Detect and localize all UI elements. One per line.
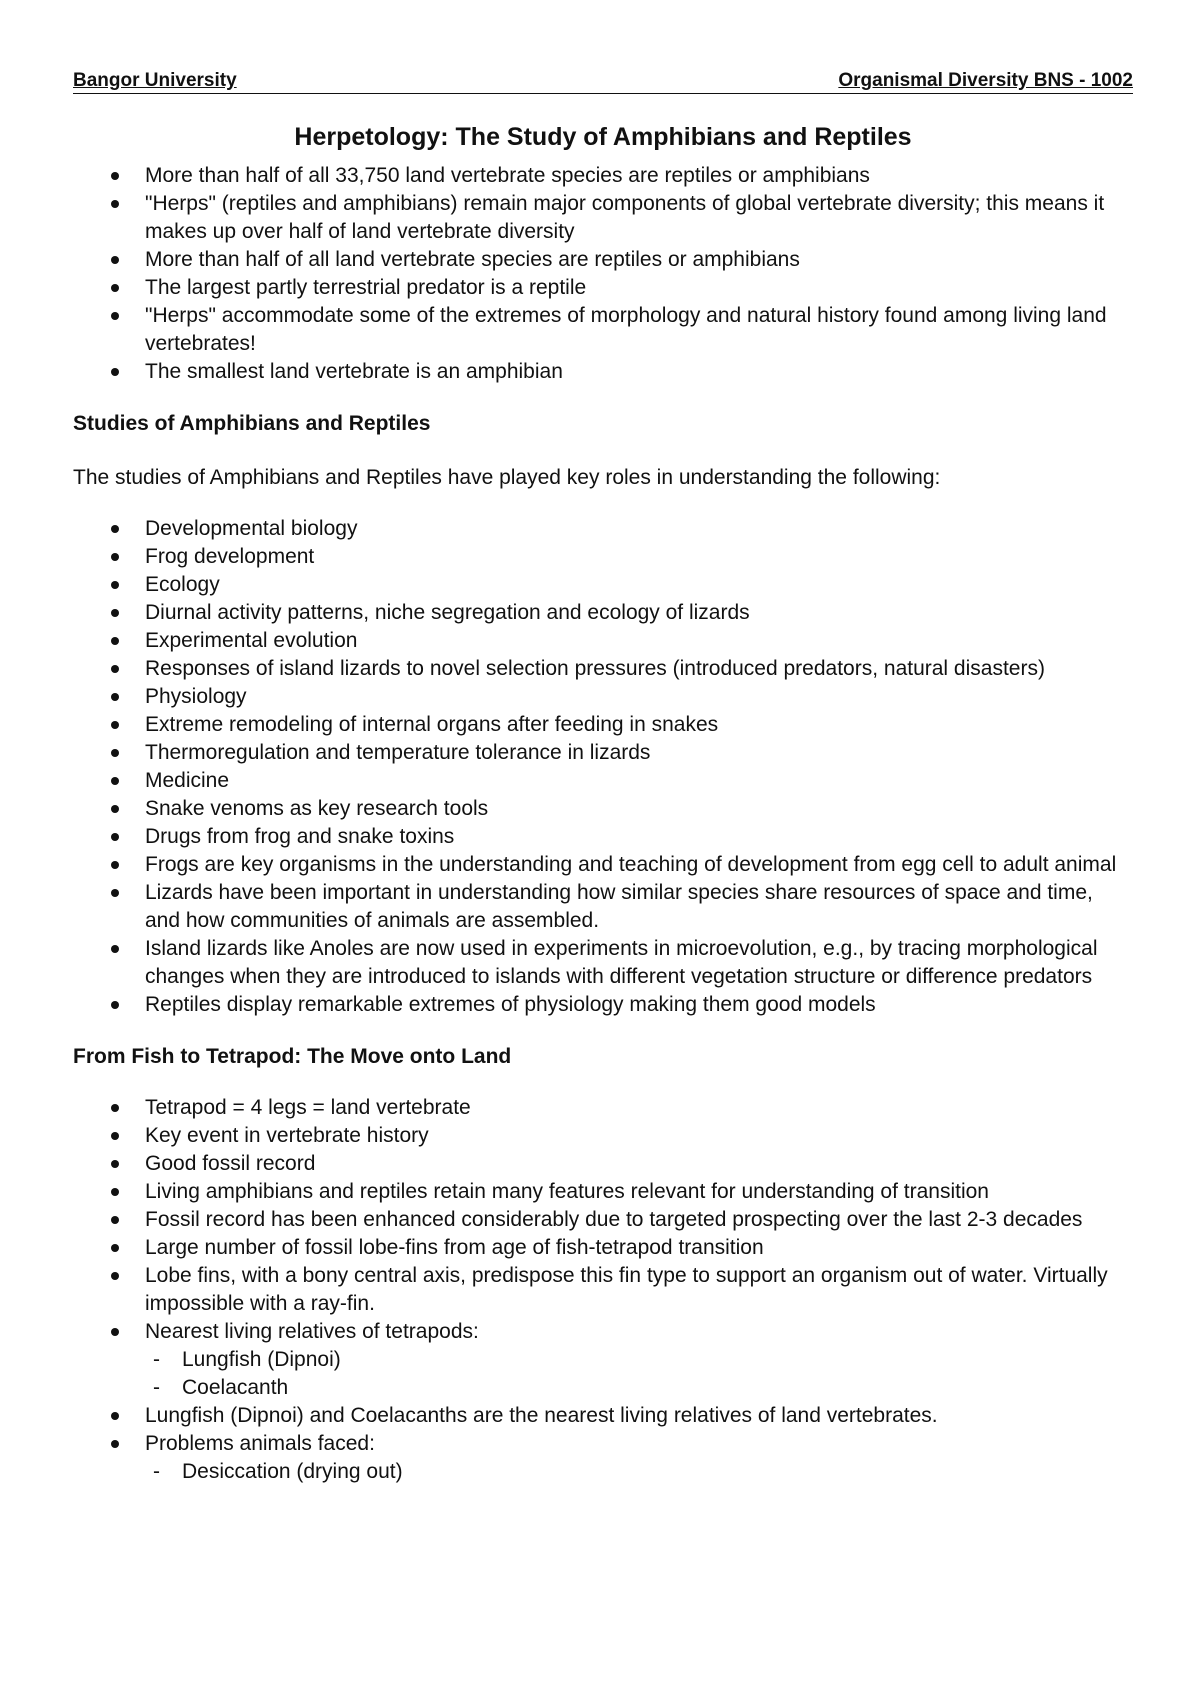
list-item: Diurnal activity patterns, niche segregation and ecology of lizards <box>73 599 1133 627</box>
list-item: Fossil record has been enhanced considerably due to targeted prospecting over the last 2-3 decades <box>73 1206 1133 1234</box>
header-course: Organismal Diversity BNS - 1002 <box>838 70 1133 91</box>
studies-bullet-list <box>73 515 1133 1019</box>
bullet-icon <box>111 1001 119 1009</box>
bullet-icon <box>111 1160 119 1168</box>
list-item: Key event in vertebrate history <box>73 1122 1133 1150</box>
list-item: Lungfish (Dipnoi) and Coelacanths are the nearest living relatives of land vertebrates. <box>73 1402 1133 1430</box>
bullet-icon <box>111 665 119 673</box>
list-item: Drugs from frog and snake toxins <box>73 823 1133 851</box>
section-heading-fish-to-tetrapod: From Fish to Tetrapod: The Move onto Land <box>73 1045 512 1068</box>
dash-marker: - <box>153 1376 160 1399</box>
list-item: Nearest living relatives of tetrapods: <box>73 1318 1133 1346</box>
list-item: Large number of fossil lobe-fins from age of fish-tetrapod transition <box>73 1234 1133 1262</box>
list-item: Lizards have been important in understanding how similar species share resources of space and time, and how communities of animals are assembled. <box>73 879 1133 935</box>
bullet-icon <box>111 1104 119 1112</box>
bullet-icon <box>111 1412 119 1420</box>
list-item: Extreme remodeling of internal organs after feeding in snakes <box>73 711 1133 739</box>
list-item: Developmental biology <box>73 515 1133 543</box>
list-item: More than half of all 33,750 land vertebrate species are reptiles or amphibians <box>73 162 1133 190</box>
dash-marker: - <box>153 1348 160 1371</box>
bullet-icon <box>111 805 119 813</box>
list-item: "Herps" (reptiles and amphibians) remain major components of global vertebrate diversity; this means it makes up over half of land vertebrate diversity <box>73 190 1133 246</box>
bullet-icon <box>111 312 119 320</box>
intro-bullet-list <box>73 162 1133 386</box>
list-item: The smallest land vertebrate is an amphibian <box>73 358 1133 386</box>
bullet-icon <box>111 1440 119 1448</box>
bullet-icon <box>111 581 119 589</box>
dash-marker: - <box>153 1460 160 1483</box>
document-title: Herpetology: The Study of Amphibians and Reptiles <box>294 123 912 151</box>
list-item: Thermoregulation and temperature tolerance in lizards <box>73 739 1133 767</box>
list-item: Frog development <box>73 543 1133 571</box>
sub-list-item: - Desiccation (drying out) <box>73 1458 1133 1486</box>
list-item: More than half of all land vertebrate species are reptiles or amphibians <box>73 246 1133 274</box>
list-item: Snake venoms as key research tools <box>73 795 1133 823</box>
bullet-icon <box>111 861 119 869</box>
bullet-icon <box>111 368 119 376</box>
list-item: Good fossil record <box>73 1150 1133 1178</box>
list-item: Living amphibians and reptiles retain many features relevant for understanding of transition <box>73 1178 1133 1206</box>
list-item: The largest partly terrestrial predator is a reptile <box>73 274 1133 302</box>
bullet-icon <box>111 172 119 180</box>
bullet-icon <box>111 1244 119 1252</box>
list-item: Responses of island lizards to novel selection pressures (introduced predators, natural disasters) <box>73 655 1133 683</box>
bullet-icon <box>111 1132 119 1140</box>
list-item: Tetrapod = 4 legs = land vertebrate <box>73 1094 1133 1122</box>
list-item: Island lizards like Anoles are now used in experiments in microevolution, e.g., by tracing morphological changes when they are introduced to islands with different vegetation structure or difference predators <box>73 935 1133 991</box>
section-heading-studies: Studies of Amphibians and Reptiles <box>73 412 431 435</box>
bullet-icon <box>111 609 119 617</box>
bullet-icon <box>111 200 119 208</box>
list-item: Physiology <box>73 683 1133 711</box>
document-page <box>73 70 1133 1486</box>
list-item: Problems animals faced: <box>73 1430 1133 1458</box>
bullet-icon <box>111 256 119 264</box>
bullet-icon <box>111 833 119 841</box>
bullet-icon <box>111 693 119 701</box>
bullet-icon <box>111 1328 119 1336</box>
bullet-icon <box>111 553 119 561</box>
bullet-icon <box>111 749 119 757</box>
bullet-icon <box>111 777 119 785</box>
bullet-icon <box>111 1188 119 1196</box>
bullet-icon <box>111 1216 119 1224</box>
list-item: Medicine <box>73 767 1133 795</box>
bullet-icon <box>111 1272 119 1280</box>
bullet-icon <box>111 889 119 897</box>
tetrapod-bullet-list <box>73 1094 1133 1486</box>
list-item: Lobe fins, with a bony central axis, predispose this fin type to support an organism out of water. Virtually impossible with a ray-fin. <box>73 1262 1133 1318</box>
bullet-icon <box>111 721 119 729</box>
list-item: Ecology <box>73 571 1133 599</box>
bullet-icon <box>111 284 119 292</box>
sub-list-item: - Lungfish (Dipnoi) <box>73 1346 1133 1374</box>
page-header <box>73 70 1133 94</box>
list-item: Experimental evolution <box>73 627 1133 655</box>
list-item: Frogs are key organisms in the understanding and teaching of development from egg cell to adult animal <box>73 851 1133 879</box>
header-institution: Bangor University <box>73 70 237 91</box>
bullet-icon <box>111 525 119 533</box>
list-item: Reptiles display remarkable extremes of physiology making them good models <box>73 991 1133 1019</box>
sub-list-item: - Coelacanth <box>73 1374 1133 1402</box>
bullet-icon <box>111 945 119 953</box>
section-paragraph: The studies of Amphibians and Reptiles have played key roles in understanding the following: <box>73 466 941 489</box>
list-item: "Herps" accommodate some of the extremes of morphology and natural history found among living land vertebrates! <box>73 302 1133 358</box>
bullet-icon <box>111 637 119 645</box>
